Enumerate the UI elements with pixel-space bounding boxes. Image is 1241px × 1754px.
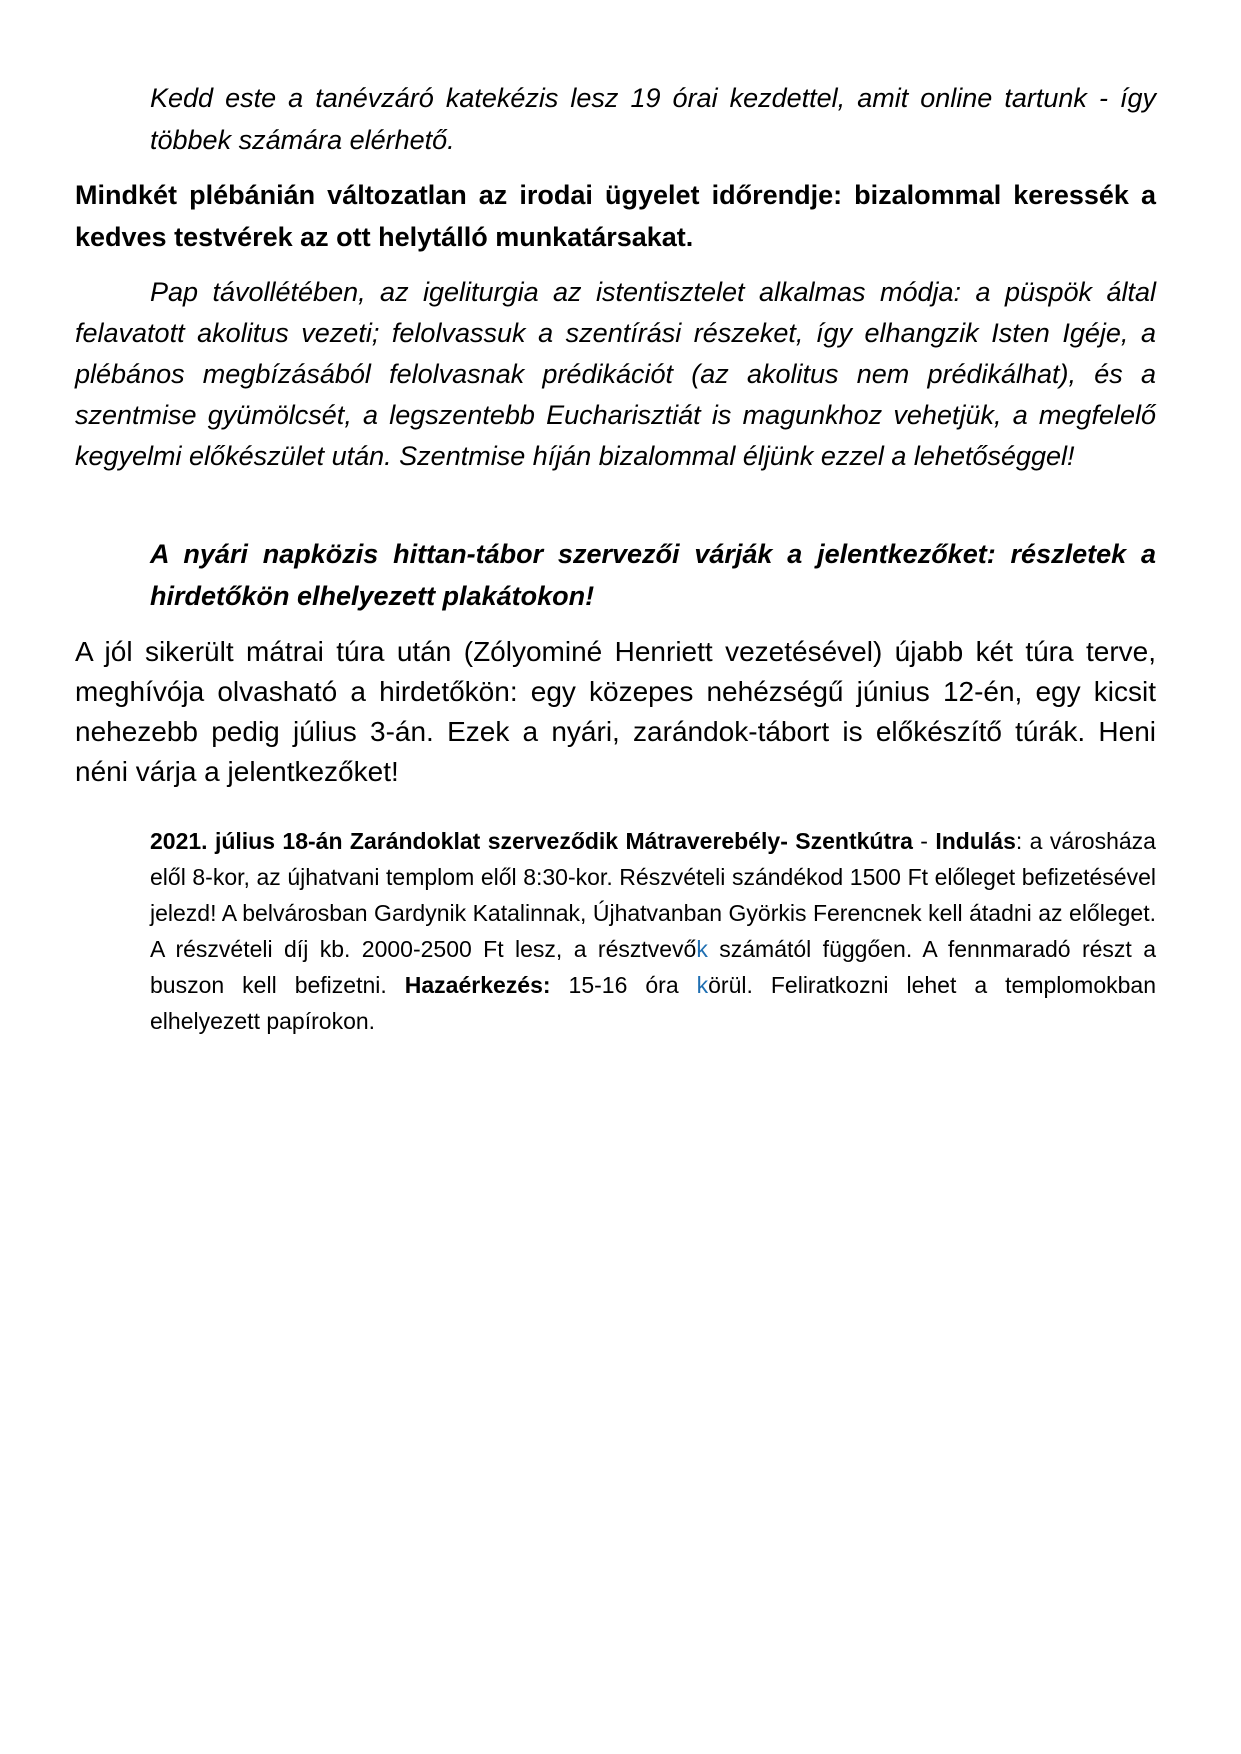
- pilgrimage-heading: 2021. július 18-án Zarándoklat szerveződik Mátraverebély- Szentkútra: [150, 828, 913, 854]
- pilgrimage-k2: k: [696, 972, 709, 998]
- office-hours-paragraph: Mindkét plébánián változatlan az irodai ügyelet időrendje: bizalommal keressék a kedves testvérek az ott helytálló munkatársakat.: [75, 180, 1156, 252]
- pilgrimage-text-a: : a városháza elől 8-kor, az újhatvani templom elől 8:30-kor. Részvételi szándékod 1500 Ft előleget befizetésével jelezd! A belvárosban Gardynik Katalinnak, Újhatvanban Györkis Ferencnek kell átadni az előleget. A részvételi díj kb. 2000-2500 Ft lesz, a résztvevő: [150, 828, 1156, 962]
- catechesis-paragraph: Kedd este a tanévzáró katekézis lesz 19 órai kezdettel, amit online tartunk - így többek számára elérhető.: [150, 83, 1156, 155]
- departure-label: Indulás: [935, 828, 1016, 854]
- summer-camp-paragraph: A nyári napközis hittan-tábor szervezői várják a jelentkezőket: részletek a hirdetőkön elhelyezett plakátokon!: [150, 539, 1156, 611]
- arrival-label: Hazaérkezés:: [404, 972, 551, 998]
- pilgrimage-k1: k: [696, 936, 708, 962]
- hiking-paragraph: A jól sikerült mátrai túra után (Zólyominé Henriett vezetésével) újabb két túra terve, meghívója olvasható a hirdetőkön: egy közepes nehézségű június 12-én, egy kicsit nehezebb pedig július 3-án. Ezek a nyári, zarándok-tábort is előkészítő túrák. Heni néni várja a jelentkezőket!: [75, 636, 1156, 787]
- pilgrimage-text-d: örül. Feliratkozni lehet a templomokban elhelyezett papírokon.: [150, 972, 1157, 1034]
- pilgrimage-separator: -: [912, 828, 936, 854]
- pilgrimage-paragraph: [150, 823, 1156, 1039]
- pilgrimage-text-c: 15-16 óra: [550, 972, 697, 998]
- liturgy-paragraph: Pap távollétében, az igeliturgia az istentisztelet alkalmas módja: a püspök által felavatott akolitus vezeti; felolvassuk a szentírási részeket, így elhangzik Isten Igéje, a plébános megbízásából felolvasnak prédikációt (az akolitus nem prédikálhat), és a szentmise gyümölcsét, a legszentebb Eucharisztiát is magunkhoz vehetjük, a megfelelő kegyelmi előkészület után. Szentmise híján bizalommal éljünk ezzel a lehetőséggel!: [75, 277, 1156, 471]
- pilgrimage-text-b: számától függően. A fennmaradó részt a buszon kell befizetni.: [150, 936, 1156, 998]
